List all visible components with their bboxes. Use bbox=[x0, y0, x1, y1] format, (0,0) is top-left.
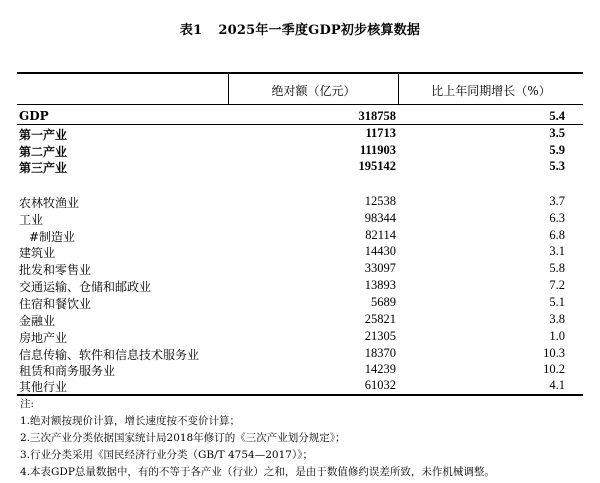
row-value: 13893 bbox=[364, 278, 396, 292]
row-growth: 1.0 bbox=[549, 329, 565, 343]
header-rule bbox=[17, 104, 583, 105]
row-growth: 6.3 bbox=[549, 211, 565, 225]
row-growth: 7.2 bbox=[549, 278, 565, 292]
row-growth: 10.2 bbox=[543, 362, 565, 376]
table-title-text: 2025年一季度GDP初步核算数据 bbox=[218, 23, 421, 38]
notes-heading: 注: bbox=[20, 398, 35, 410]
row-value: 11713 bbox=[365, 126, 396, 140]
table-row bbox=[17, 244, 583, 261]
table-row bbox=[17, 329, 583, 346]
gdp-rule bbox=[17, 124, 583, 125]
row-label: 租赁和商务服务业 bbox=[19, 364, 116, 378]
header-col-3: 比上年同期增长（%） bbox=[431, 84, 551, 98]
row-label: 农林牧渔业 bbox=[19, 196, 80, 210]
row-label: 金融业 bbox=[19, 314, 56, 328]
row-label: #制造业 bbox=[29, 230, 76, 244]
table-row bbox=[17, 378, 583, 395]
row-label: 住宿和餐饮业 bbox=[19, 297, 92, 311]
table-number: 表1 bbox=[179, 23, 203, 38]
note-item: 2.三次产业分类依据国家统计局2018年修订的《三次产业划分规定》； bbox=[20, 432, 346, 444]
top-rule bbox=[17, 72, 583, 74]
row-value: 5689 bbox=[371, 295, 396, 309]
row-label: 工业 bbox=[19, 213, 44, 227]
row-growth: 5.4 bbox=[549, 109, 565, 123]
row-growth: 5.8 bbox=[549, 261, 565, 275]
row-label: 第二产业 bbox=[19, 145, 68, 159]
table-row bbox=[17, 278, 583, 295]
row-label: GDP bbox=[19, 109, 49, 123]
row-value: 12538 bbox=[364, 194, 396, 208]
table-row bbox=[17, 159, 583, 176]
row-growth: 3.5 bbox=[549, 126, 565, 140]
row-label: 房地产业 bbox=[19, 331, 68, 345]
row-growth: 3.7 bbox=[549, 194, 565, 208]
table-row bbox=[17, 261, 583, 278]
row-growth: 5.9 bbox=[549, 143, 565, 157]
note-item: 3.行业分类采用《国民经济行业分类（GB/T 4754—2017）》； bbox=[20, 449, 313, 461]
row-value: 18370 bbox=[364, 346, 396, 360]
table-row bbox=[17, 228, 583, 245]
row-growth: 5.3 bbox=[549, 159, 565, 173]
row-value: 25821 bbox=[364, 312, 396, 326]
row-label: 建筑业 bbox=[19, 246, 56, 260]
table-row bbox=[17, 211, 583, 228]
row-value: 82114 bbox=[365, 228, 396, 242]
row-value: 195142 bbox=[358, 159, 396, 173]
row-growth: 3.8 bbox=[549, 312, 565, 326]
row-growth: 4.1 bbox=[549, 378, 565, 392]
row-growth: 3.1 bbox=[549, 244, 565, 258]
row-value: 14430 bbox=[364, 244, 396, 258]
row-growth: 6.8 bbox=[549, 228, 565, 242]
row-label: 交通运输、仓储和邮政业 bbox=[19, 280, 152, 294]
table-row bbox=[17, 346, 583, 363]
table-row bbox=[17, 312, 583, 329]
header-col-2: 绝对额（亿元） bbox=[271, 84, 356, 98]
row-label: 第三产业 bbox=[19, 161, 68, 175]
row-value: 318758 bbox=[358, 109, 396, 123]
row-label: 批发和零售业 bbox=[19, 263, 92, 277]
row-value: 33097 bbox=[364, 261, 396, 275]
table-title bbox=[0, 19, 600, 38]
table-row bbox=[17, 126, 583, 143]
table-notes bbox=[20, 396, 495, 481]
row-growth: 5.1 bbox=[549, 295, 565, 309]
row-growth: 10.3 bbox=[543, 346, 565, 360]
row-value: 14239 bbox=[364, 362, 396, 376]
row-label: 其他行业 bbox=[19, 380, 68, 394]
row-label: 第一产业 bbox=[19, 128, 68, 142]
table-row bbox=[17, 295, 583, 312]
row-value: 98344 bbox=[364, 211, 396, 225]
table-row bbox=[17, 194, 583, 211]
table-row bbox=[17, 143, 583, 160]
note-item: 4.本表GDP总量数据中，有的不等于各产业（行业）之和，是由于数值修约误差所致，未作机械调整。 bbox=[20, 466, 495, 478]
table-row bbox=[17, 362, 583, 379]
note-item: 1.绝对额按现价计算，增长速度按不变价计算； bbox=[20, 415, 241, 427]
row-value: 21305 bbox=[364, 329, 396, 343]
row-value: 111903 bbox=[359, 143, 396, 157]
row-value: 61032 bbox=[364, 378, 396, 392]
row-label: 信息传输、软件和信息技术服务业 bbox=[19, 348, 200, 362]
